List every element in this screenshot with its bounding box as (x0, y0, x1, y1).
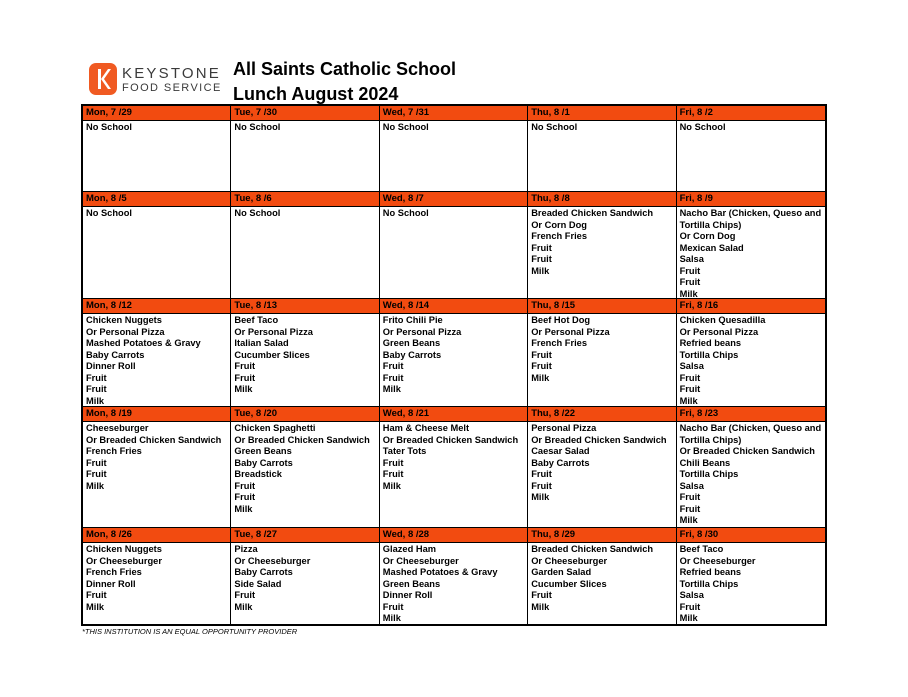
day-cell (83, 106, 231, 192)
day-cell (380, 192, 528, 299)
day-cell (83, 299, 231, 407)
menu-item: Beef Taco (234, 315, 279, 325)
menu-item: Milk (382, 480, 401, 491)
menu-title: Lunch August 2024 (233, 84, 399, 104)
menu-item: Fruit (382, 469, 404, 479)
menu-items (380, 543, 527, 624)
menu-item: Salsa (679, 254, 704, 264)
menu-item: Mexican Salad (679, 242, 744, 253)
day-date-header: Fri, 8 /30 (677, 528, 825, 543)
menu-item: Or Cheeseburger (531, 555, 608, 566)
menu-item: Fruit (679, 601, 701, 612)
day-cell (231, 407, 379, 528)
menu-item: Refried beans (679, 338, 742, 348)
menu-item: Or Cheeseburger (679, 555, 756, 566)
menu-item: Mashed Potatoes & Gravy (86, 338, 201, 348)
menu-item: Fruit (382, 601, 404, 612)
menu-item: Nacho Bar (Chicken, Queso and Tortilla Chips) (679, 208, 822, 230)
keystone-k-icon (89, 63, 117, 95)
menu-items (231, 543, 378, 613)
day-cell (677, 528, 825, 624)
day-cell (677, 407, 825, 528)
menu-item: Milk (679, 395, 698, 406)
menu-item: Beef Hot Dog (531, 315, 591, 325)
day-date-header: Thu, 8 /1 (528, 106, 675, 121)
menu-item: Milk (234, 384, 253, 394)
menu-item: Milk (382, 613, 401, 623)
menu-item: Fruit (234, 590, 256, 600)
day-cell (380, 407, 528, 528)
day-cell (380, 299, 528, 407)
menu-item: Green Beans (234, 446, 292, 456)
menu-item: Baby Carrots (86, 349, 145, 360)
menu-item: Or Personal Pizza (531, 326, 610, 337)
footnote: *THIS INSTITUTION IS AN EQUAL OPPORTUNITY PROVIDER (82, 627, 298, 636)
menu-item: Frito Chili Pie (382, 315, 443, 325)
menu-item: Baby Carrots (234, 457, 293, 468)
menu-item: No School (531, 122, 578, 132)
day-cell (528, 528, 676, 624)
menu-item: Breaded Chicken Sandwich (531, 544, 654, 554)
menu-item: French Fries (86, 567, 142, 577)
menu-item: Milk (234, 503, 253, 514)
day-date-header: Fri, 8 /9 (677, 192, 825, 207)
menu-item: Fruit (679, 503, 701, 514)
menu-items (380, 207, 527, 220)
menu-item: Or Corn Dog (531, 219, 587, 230)
menu-item: Cucumber Slices (531, 578, 607, 589)
menu-item: French Fries (531, 231, 587, 241)
menu-item: Dinner Roll (382, 590, 433, 600)
menu-item: Milk (531, 265, 550, 276)
menu-item: Salsa (679, 480, 704, 491)
menu-item: Salsa (679, 590, 704, 600)
menu-item: No School (679, 122, 726, 132)
menu-item: Breadstick (234, 469, 282, 479)
logo-subtitle: FOOD SERVICE (122, 82, 222, 94)
keystone-logo (89, 63, 229, 97)
menu-item: Or Breaded Chicken Sandwich (679, 446, 815, 456)
menu-item: Chicken Nuggets (86, 544, 162, 554)
day-date-header: Mon, 7 /29 (83, 106, 230, 121)
menu-item: Tater Tots (382, 446, 427, 456)
menu-item: Tortilla Chips (679, 578, 739, 589)
menu-item: Fruit (382, 372, 404, 383)
menu-item: Fruit (679, 492, 701, 502)
day-cell (83, 528, 231, 624)
menu-items (380, 121, 527, 134)
menu-items (677, 314, 825, 407)
title-block (233, 57, 456, 107)
menu-item: Baby Carrots (531, 457, 590, 468)
menu-item: Or Breaded Chicken Sandwich (382, 434, 519, 445)
menu-item: No School (234, 208, 281, 218)
menu-item: Fruit (234, 480, 256, 491)
menu-item: Fruit (679, 372, 701, 383)
menu-items (677, 543, 825, 624)
menu-items (677, 207, 825, 299)
day-date-header: Thu, 8 /8 (528, 192, 675, 207)
menu-item: Milk (234, 601, 253, 612)
menu-item: Fruit (86, 590, 107, 600)
menu-items (83, 422, 230, 492)
day-date-header: Fri, 8 /2 (677, 106, 825, 121)
menu-item: Mashed Potatoes & Gravy (382, 567, 498, 577)
menu-item: Milk (679, 613, 698, 623)
menu-item: Green Beans (382, 338, 441, 348)
day-date-header: Mon, 8 /19 (83, 407, 230, 422)
menu-items (380, 314, 527, 396)
day-date-header: Mon, 8 /26 (83, 528, 230, 543)
day-date-header: Fri, 8 /23 (677, 407, 825, 422)
menu-item: No School (86, 122, 132, 132)
day-date-header: Thu, 8 /15 (528, 299, 675, 314)
menu-items (380, 422, 527, 492)
day-cell (528, 192, 676, 299)
menu-item: Milk (531, 492, 550, 502)
menu-item: French Fries (86, 446, 142, 456)
menu-item: No School (382, 208, 429, 218)
day-cell (83, 407, 231, 528)
menu-item: Fruit (531, 480, 552, 491)
day-date-header: Tue, 7 /30 (231, 106, 378, 121)
menu-item: Garden Salad (531, 567, 592, 577)
day-date-header: Tue, 8 /27 (231, 528, 378, 543)
day-cell (231, 106, 379, 192)
menu-item: No School (86, 208, 132, 218)
day-date-header: Mon, 8 /12 (83, 299, 230, 314)
menu-items (528, 207, 675, 277)
menu-item: Or Personal Pizza (382, 326, 462, 337)
lunch-calendar (81, 104, 827, 626)
day-cell (677, 299, 825, 407)
menu-item: Or Corn Dog (679, 231, 736, 241)
menu-item: Baby Carrots (382, 349, 442, 360)
menu-item: Fruit (679, 384, 701, 394)
day-cell (677, 106, 825, 192)
day-cell (231, 192, 379, 299)
day-date-header: Thu, 8 /22 (528, 407, 675, 422)
day-date-header: Thu, 8 /29 (528, 528, 675, 543)
menu-item: Tortilla Chips (679, 469, 739, 479)
menu-item: Milk (531, 601, 550, 612)
menu-item: Fruit (531, 242, 552, 253)
menu-item: No School (234, 122, 281, 132)
menu-item: Glazed Ham (382, 544, 437, 554)
menu-items (83, 543, 230, 613)
menu-item: Dinner Roll (86, 361, 136, 371)
menu-item: Ham & Cheese Melt (382, 423, 470, 433)
menu-item: Or Breaded Chicken Sandwich (234, 434, 370, 445)
day-date-header: Fri, 8 /16 (677, 299, 825, 314)
menu-item: Fruit (86, 457, 107, 468)
menu-item: Fruit (86, 469, 107, 479)
day-cell (83, 192, 231, 299)
menu-item: Fruit (86, 372, 107, 383)
menu-item: Milk (382, 384, 401, 394)
menu-item: Fruit (531, 361, 552, 371)
day-cell (231, 299, 379, 407)
day-cell (231, 528, 379, 624)
menu-item: Milk (86, 601, 105, 612)
menu-item: Baby Carrots (234, 567, 293, 577)
menu-item: Salsa (679, 361, 704, 371)
menu-item: Breaded Chicken Sandwich (531, 208, 654, 218)
menu-item: Milk (679, 288, 698, 299)
menu-item: Nacho Bar (Chicken, Queso and Tortilla Chips) (679, 423, 822, 445)
day-cell (380, 106, 528, 192)
menu-item: Or Personal Pizza (86, 326, 165, 337)
logo-name: KEYSTONE (122, 65, 222, 82)
day-cell (528, 106, 676, 192)
menu-item: Chicken Nuggets (86, 315, 162, 325)
menu-item: Or Cheeseburger (382, 555, 459, 566)
menu-items (528, 314, 675, 384)
menu-items (83, 121, 230, 134)
menu-items (677, 121, 825, 134)
menu-item: French Fries (531, 338, 587, 348)
menu-item: Or Personal Pizza (234, 326, 313, 337)
menu-item: Tortilla Chips (679, 349, 739, 360)
day-date-header: Mon, 8 /5 (83, 192, 230, 207)
menu-items (231, 314, 378, 396)
menu-item: Cucumber Slices (234, 349, 310, 360)
day-date-header: Wed, 8 /7 (380, 192, 527, 207)
menu-item: Or Cheeseburger (86, 555, 162, 566)
menu-item: Fruit (531, 349, 552, 360)
menu-item: Fruit (382, 457, 404, 468)
menu-items (83, 207, 230, 220)
menu-items (677, 422, 825, 527)
day-date-header: Wed, 8 /28 (380, 528, 527, 543)
menu-item: Fruit (679, 265, 701, 276)
menu-item: Side Salad (234, 578, 282, 589)
menu-item: Milk (679, 515, 698, 525)
menu-item: Chicken Spaghetti (234, 423, 316, 433)
menu-item: Or Cheeseburger (234, 555, 311, 566)
menu-item: Refried beans (679, 567, 742, 577)
menu-item: Cheeseburger (86, 423, 149, 433)
menu-item: Chicken Quesadilla (679, 315, 766, 325)
menu-item: Beef Taco (679, 544, 724, 554)
day-cell (677, 192, 825, 299)
menu-item: Green Beans (382, 578, 441, 589)
menu-item: Fruit (234, 361, 256, 371)
day-cell (528, 407, 676, 528)
menu-item: Fruit (234, 372, 256, 383)
menu-item: Or Breaded Chicken Sandwich (531, 434, 667, 445)
menu-item: Personal Pizza (531, 423, 597, 433)
menu-items (231, 422, 378, 515)
day-date-header: Wed, 8 /21 (380, 407, 527, 422)
menu-item: No School (382, 122, 429, 132)
menu-item: Milk (86, 480, 105, 491)
menu-items (528, 121, 675, 134)
menu-item: Or Breaded Chicken Sandwich (86, 434, 222, 445)
menu-item: Caesar Salad (531, 446, 590, 456)
menu-item: Fruit (382, 361, 404, 371)
menu-item: Fruit (531, 469, 552, 479)
menu-items (231, 121, 378, 134)
day-date-header: Wed, 8 /14 (380, 299, 527, 314)
menu-item: Italian Salad (234, 338, 289, 348)
menu-item: Or Personal Pizza (679, 326, 759, 337)
day-cell (380, 528, 528, 624)
day-date-header: Tue, 8 /13 (231, 299, 378, 314)
menu-item: Dinner Roll (86, 578, 136, 589)
menu-item: Fruit (234, 492, 256, 502)
menu-items (83, 314, 230, 407)
menu-item: Fruit (679, 277, 701, 287)
menu-item: Milk (86, 395, 105, 406)
menu-items (528, 543, 675, 613)
school-name: All Saints Catholic School (233, 59, 457, 79)
menu-items (231, 207, 378, 220)
menu-item: Chili Beans (679, 457, 731, 468)
menu-item: Pizza (234, 544, 258, 554)
menu-items (528, 422, 675, 504)
day-cell (528, 299, 676, 407)
menu-item: Fruit (86, 384, 107, 394)
menu-item: Milk (531, 372, 550, 383)
day-date-header: Wed, 7 /31 (380, 106, 527, 121)
menu-item: Fruit (531, 254, 552, 264)
day-date-header: Tue, 8 /6 (231, 192, 378, 207)
day-date-header: Tue, 8 /20 (231, 407, 378, 422)
menu-item: Fruit (531, 590, 552, 600)
